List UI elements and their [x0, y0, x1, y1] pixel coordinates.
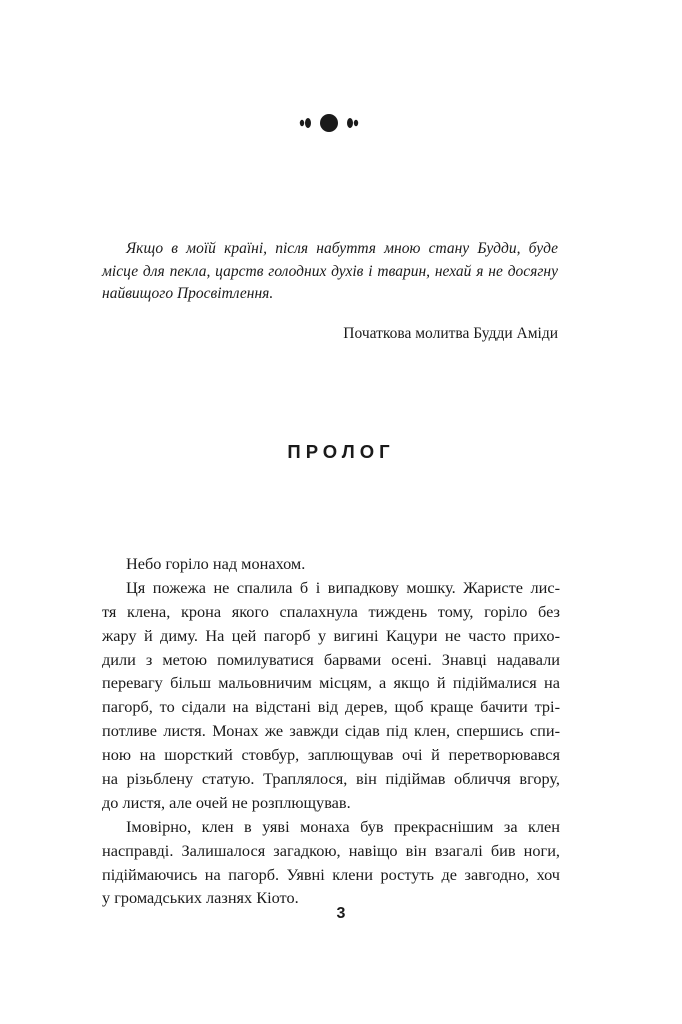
text-line: на різьблену статую. Траплялося, він підіймав обличчя вгору,	[102, 769, 560, 789]
epigraph-attribution: Початкова молитва Будди Аміди	[343, 325, 558, 342]
text-line: насправді. Залишалося загадкою, навіщо він взагалі бив ноги,	[102, 840, 560, 860]
text-line: Імовірно, клен в уяві монаха був прекраснішим за клен	[126, 816, 560, 836]
text-line: жару й диму. На цей пагорб у вигині Кацури не часто прихо-	[102, 625, 560, 645]
text-line: підіймаючись на пагорб. Уявні клени ростуть де завгодно, хоч	[102, 864, 560, 884]
epigraph-text: Якщо в моїй країні, після набуття мною стану Будди, буде місце для пекла, царств голодних духів і тварин, нехай я не досягну найвищого Просвітлення.	[102, 240, 558, 302]
ornament-icon	[297, 112, 361, 134]
text-line: до листя, але очей не розплющував.	[102, 792, 351, 812]
body-text	[102, 552, 560, 910]
text-line: Ця пожежа не спалила б і випадкову мошку. Жаристе лис-	[126, 577, 560, 597]
page-number: 3	[336, 905, 346, 922]
chapter-title: ПРОЛОГ	[287, 441, 395, 462]
text-line: пагорб, то сідали на відстані від дерев, щоб краще бачити трі-	[102, 697, 560, 717]
text-line: потливе листя. Монах же завжди сідав під клен, спершись спи-	[102, 721, 560, 741]
text-line: у громадських лазнях Кіото.	[102, 888, 299, 908]
text-line: ною на шорсткий стовбур, заплющував очі й перетворювався	[102, 745, 560, 765]
text-line: Небо горіло над монахом.	[126, 554, 306, 573]
text-line: дили з метою помилуватися барвами осені. Знавці надавали	[102, 649, 560, 669]
epigraph	[102, 238, 558, 306]
text-line: перевагу більш мальовничим місцям, а якщо й підіймалися на	[102, 673, 560, 693]
text-line: тя клена, крона якого спалахнула тиждень тому, горіло без	[102, 601, 560, 621]
